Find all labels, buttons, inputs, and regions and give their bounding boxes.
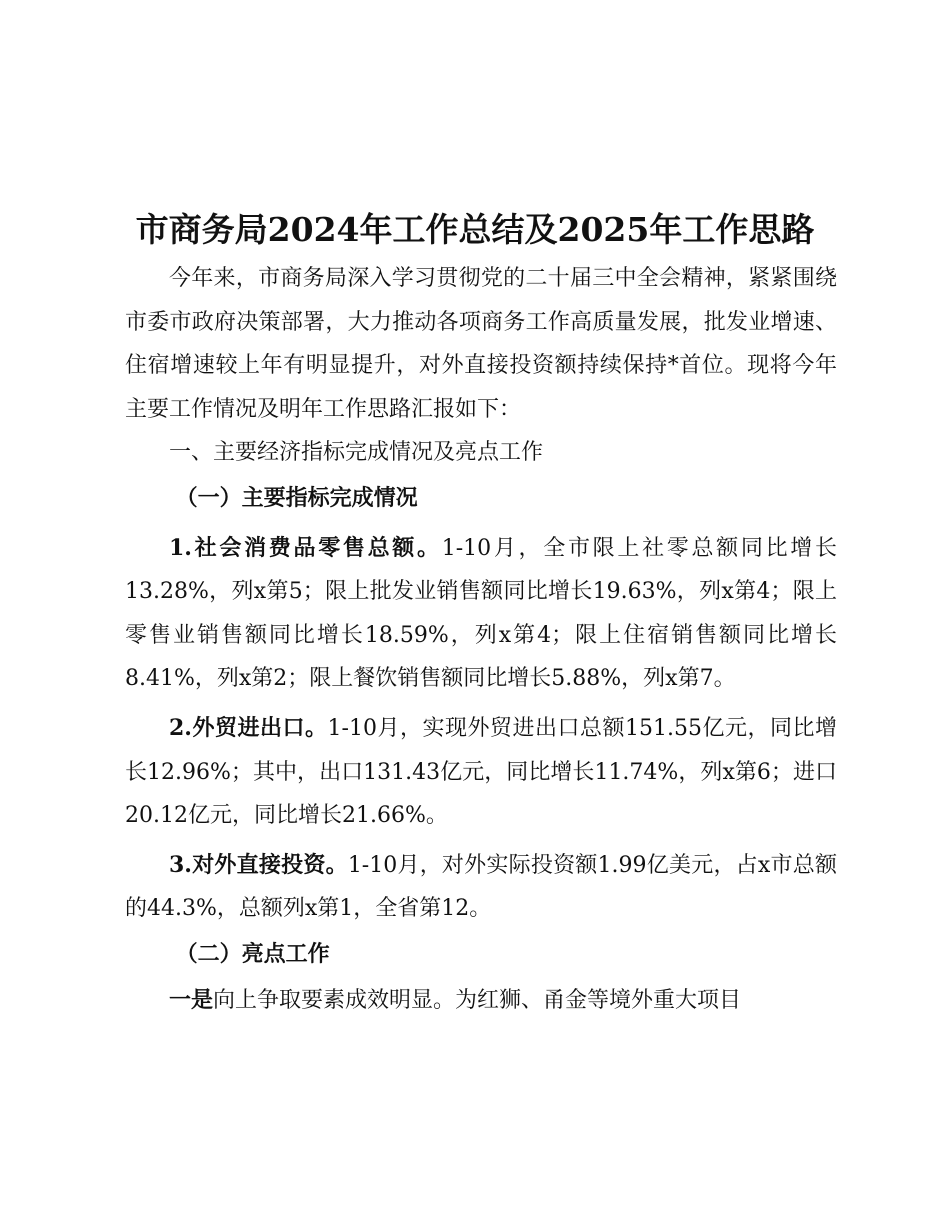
document-body: [125, 257, 837, 1022]
indicator-lead-investment: 3.对外直接投资。: [169, 851, 348, 878]
indicator-text-retail: 1-10月，全市限上社零总额同比增长13.28%，列x第5；限上批发业销售额同比增长19.63%，列x第4；限上零售业销售额同比增长18.59%，列x第4；限上住宿销售额同比增长8.41%，列x第2；限上餐饮销售额同比增长5.88%，列x第7。: [125, 535, 837, 692]
indicator-lead-trade: 2.外贸进出口。: [169, 714, 328, 741]
intro-paragraph: 今年来，市商务局深入学习贯彻党的二十届三中全会精神，紧紧围绕市委市政府决策部署，大力推动各项商务工作高质量发展，批发业增速、住宿增速较上年有明显提升，对外直接投资额持续保持*首位。现将今年主要工作情况及明年工作思路汇报如下：: [125, 266, 837, 422]
document-title: 市商务局2024年工作总结及2025年工作思路: [135, 210, 815, 249]
indicator-paragraph-investment: [125, 844, 837, 931]
subsection-heading-2: （二）亮点工作: [175, 940, 330, 967]
indicator-paragraph-trade: [125, 707, 837, 838]
indicator-text-trade: 1-10月，实现外贸进出口总额151.55亿元，同比增长12.96%；其中，出口131.43亿元，同比增长11.74%，列x第6；进口20.12亿元，同比增长21.66%。: [125, 715, 838, 829]
indicator-text-investment: 1-10月，对外实际投资额1.99亿美元，占x市总额的44.3%，总额列x第1，全省第12。: [125, 852, 837, 922]
highlight-text-1: 向上争取要素成效明显。为红狮、甬金等境外重大项目: [213, 987, 742, 1013]
highlight-paragraph-1: [125, 979, 837, 1023]
section-heading-1: 一、主要经济指标完成情况及亮点工作: [169, 440, 544, 466]
subsection-heading-1: （一）主要指标完成情况: [175, 484, 418, 511]
indicator-paragraph-retail: [125, 527, 837, 701]
indicator-lead-retail: 1.社会消费品零售总额。: [169, 534, 442, 561]
highlight-lead-1: 一是: [169, 986, 214, 1013]
